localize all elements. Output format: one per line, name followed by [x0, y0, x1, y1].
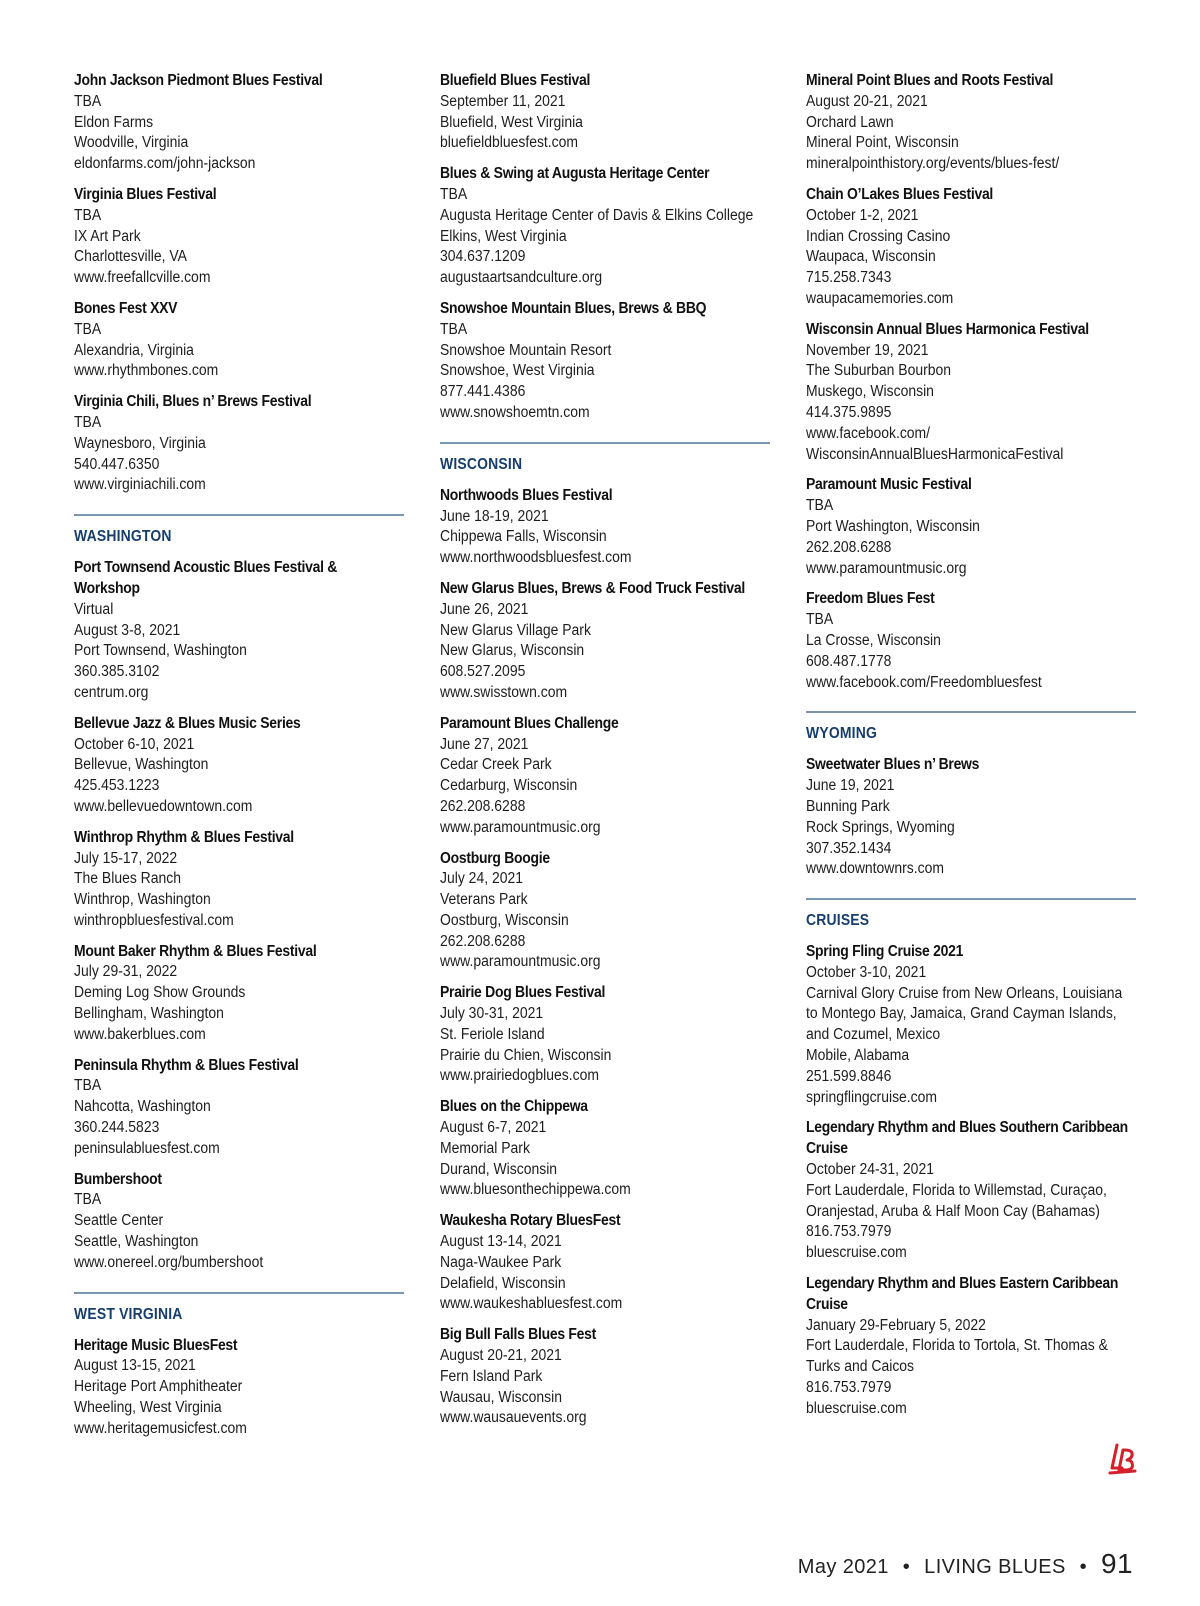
- section-title: WEST VIRGINIA: [74, 1305, 183, 1323]
- festival-listing: [806, 185, 1136, 310]
- festival-detail-line: August 20-21, 2021: [440, 1347, 562, 1365]
- festival-detail-line: to Montego Bay, Jamaica, Grand Cayman Islands,: [806, 1005, 1117, 1023]
- festival-listing: [440, 983, 770, 1087]
- festival-name: Prairie Dog Blues Festival: [440, 984, 606, 1002]
- festival-name: Winthrop Rhythm & Blues Festival: [74, 828, 294, 846]
- festival-listing: [74, 1170, 404, 1274]
- festival-detail-line: www.freefallcville.com: [74, 269, 211, 287]
- festival-detail-line: Elkins, West Virginia: [440, 227, 567, 245]
- festival-detail-line: www.downtownrs.com: [806, 860, 944, 878]
- festival-detail-line: June 18-19, 2021: [440, 507, 549, 525]
- festival-listing: [74, 392, 404, 496]
- festival-detail-line: TBA: [74, 206, 102, 224]
- issue-date: May 2021: [797, 1556, 889, 1578]
- festival-detail-line: WisconsinAnnualBluesHarmonicaFestival: [806, 445, 1064, 463]
- festival-detail-line: Wausau, Wisconsin: [440, 1388, 562, 1406]
- festival-detail-line: Naga-Waukee Park: [440, 1253, 562, 1271]
- festival-detail-line: TBA: [74, 413, 102, 431]
- festival-detail-line: Cedar Creek Park: [440, 756, 552, 774]
- festival-detail-line: 816.753.7979: [806, 1223, 892, 1241]
- festival-detail-line: augustaartsandculture.org: [440, 269, 603, 287]
- festival-detail-line: 715.258.7343: [806, 269, 892, 287]
- festival-detail-line: www.facebook.com/: [806, 424, 931, 442]
- festival-detail-line: Woodville, Virginia: [74, 134, 189, 152]
- festival-detail-line: www.swisstown.com: [440, 683, 568, 701]
- festival-name: Sweetwater Blues n’ Brews: [806, 756, 980, 774]
- festival-detail-line: Veterans Park: [440, 891, 528, 909]
- festival-detail-line: Port Townsend, Washington: [74, 642, 247, 660]
- festival-name: Heritage Music BluesFest: [74, 1336, 238, 1354]
- festival-detail-line: Indian Crossing Casino: [806, 227, 951, 245]
- festival-detail-line: Durand, Wisconsin: [440, 1160, 558, 1178]
- festival-detail-line: 816.753.7979: [806, 1379, 892, 1397]
- festival-listing: [440, 164, 770, 289]
- festival-detail-line: waupacamemories.com: [806, 289, 954, 307]
- festival-listing: [806, 475, 1136, 579]
- festival-detail-line: Seattle Center: [74, 1212, 164, 1230]
- festival-detail-line: Fort Lauderdale, Florida to Willemstad, Curaçao,: [806, 1181, 1107, 1199]
- section-divider: [806, 898, 1136, 900]
- state-section-header: [74, 514, 404, 548]
- festival-detail-line: 425.453.1223: [74, 777, 160, 795]
- festival-name: Bones Fest XXV: [74, 299, 178, 317]
- festival-detail-line: August 13-14, 2021: [440, 1233, 562, 1251]
- festival-detail-line: Oranjestad, Aruba & Half Moon Cay (Bahamas): [806, 1202, 1100, 1220]
- festival-detail-line: Muskego, Wisconsin: [806, 383, 934, 401]
- festival-detail-line: Charlottesville, VA: [74, 248, 187, 266]
- festival-detail-line: 608.527.2095: [440, 663, 526, 681]
- festival-listing: [440, 714, 770, 839]
- festival-detail-line: 304.637.1209: [440, 248, 526, 266]
- festival-listing: [440, 849, 770, 974]
- page-footer: [798, 1548, 1133, 1580]
- footer-separator: •: [902, 1556, 911, 1578]
- festival-listing: [806, 589, 1136, 693]
- festival-detail-line: TBA: [440, 320, 468, 338]
- section-title: CRUISES: [806, 912, 870, 930]
- festival-name: Paramount Blues Challenge: [440, 714, 619, 732]
- festival-detail-line: June 26, 2021: [440, 600, 529, 618]
- festival-detail-line: Memorial Park: [440, 1139, 530, 1157]
- festival-detail-line: St. Feriole Island: [440, 1025, 545, 1043]
- festival-name: Peninsula Rhythm & Blues Festival: [74, 1056, 299, 1074]
- festival-detail-line: August 3-8, 2021: [74, 621, 181, 639]
- festival-detail-line: Prairie du Chien, Wisconsin: [440, 1046, 612, 1064]
- festival-detail-line: eldonfarms.com/john-jackson: [74, 155, 256, 173]
- festival-detail-line: Bellevue, Washington: [74, 756, 209, 774]
- festival-name: John Jackson Piedmont Blues Festival: [74, 72, 323, 89]
- festival-listing: [806, 71, 1136, 175]
- festival-detail-line: October 24-31, 2021: [806, 1161, 934, 1179]
- festival-detail-line: Seattle, Washington: [74, 1233, 199, 1251]
- festival-detail-line: www.waukeshabluesfest.com: [440, 1295, 623, 1313]
- festival-detail-line: www.bakerblues.com: [74, 1025, 206, 1043]
- festival-detail-line: www.virginiachili.com: [74, 476, 206, 494]
- festival-detail-line: Alexandria, Virginia: [74, 341, 194, 359]
- festival-detail-line: www.wausauevents.org: [440, 1409, 587, 1427]
- festival-detail-line: Chippewa Falls, Wisconsin: [440, 528, 607, 546]
- festival-detail-line: October 1-2, 2021: [806, 206, 919, 224]
- festival-detail-line: November 19, 2021: [806, 341, 929, 359]
- festival-detail-line: Bellingham, Washington: [74, 1005, 224, 1023]
- festival-detail-line: www.paramountmusic.org: [806, 559, 967, 577]
- festival-detail-line: peninsulabluesfest.com: [74, 1139, 220, 1157]
- festival-listing: [440, 1325, 770, 1429]
- festival-detail-line: Fort Lauderdale, Florida to Tortola, St. Thomas &: [806, 1337, 1108, 1355]
- festival-name: Northwoods Blues Festival: [440, 486, 613, 504]
- festival-listing: [806, 1274, 1136, 1420]
- festival-detail-line: Port Washington, Wisconsin: [806, 517, 980, 535]
- festival-listing: [74, 558, 404, 704]
- festival-detail-line: bluescruise.com: [806, 1244, 907, 1262]
- festival-detail-line: www.northwoodsbluesfest.com: [440, 549, 632, 567]
- state-section-header: [806, 711, 1136, 745]
- festival-detail-line: springflingcruise.com: [806, 1088, 938, 1106]
- festival-detail-line: June 19, 2021: [806, 777, 895, 795]
- festival-detail-line: October 6-10, 2021: [74, 735, 195, 753]
- festival-detail-line: September 11, 2021: [440, 92, 566, 110]
- festival-listing: [806, 942, 1136, 1108]
- festival-detail-line: Bunning Park: [806, 797, 890, 815]
- festival-name: New Glarus Blues, Brews & Food Truck Festival: [440, 579, 745, 597]
- festival-detail-line: 540.447.6350: [74, 455, 160, 473]
- festival-detail-line: 360.385.3102: [74, 663, 160, 681]
- festival-detail-line: Rock Springs, Wyoming: [806, 818, 955, 836]
- festival-name: Waukesha Rotary BluesFest: [440, 1212, 621, 1230]
- festival-listing: [440, 579, 770, 704]
- festival-name: Virginia Blues Festival: [74, 185, 217, 203]
- festival-name: Bellevue Jazz & Blues Music Series: [74, 714, 301, 732]
- festival-detail-line: 307.352.1434: [806, 839, 892, 857]
- festival-detail-line: TBA: [74, 1077, 102, 1095]
- festival-detail-line: www.heritagemusicfest.com: [74, 1419, 247, 1437]
- festival-detail-line: TBA: [806, 497, 834, 515]
- festival-detail-line: 262.208.6288: [806, 538, 892, 556]
- festival-detail-line: Carnival Glory Cruise from New Orleans, Louisiana: [806, 984, 1123, 1002]
- festival-detail-line: and Cozumel, Mexico: [806, 1026, 941, 1044]
- festival-listing: [806, 1118, 1136, 1264]
- festival-detail-line: Delafield, Wisconsin: [440, 1274, 566, 1292]
- state-section-header: [440, 442, 770, 476]
- festival-detail-line: Orchard Lawn: [806, 113, 894, 131]
- festival-name: Virginia Chili, Blues n’ Brews Festival: [74, 393, 312, 411]
- festival-listing: [74, 71, 404, 175]
- festival-detail-line: Winthrop, Washington: [74, 891, 211, 909]
- festival-detail-line: Snowshoe, West Virginia: [440, 362, 595, 380]
- festival-listing: [74, 1056, 404, 1160]
- festival-name: Oostburg Boogie: [440, 849, 550, 867]
- festival-detail-line: Heritage Port Amphitheater: [74, 1378, 243, 1396]
- magazine-name: LIVING BLUES: [924, 1556, 1066, 1578]
- festival-detail-line: Mobile, Alabama: [806, 1047, 910, 1065]
- festival-detail-line: October 3-10, 2021: [806, 963, 927, 981]
- festival-name: Blues & Swing at Augusta Heritage Center: [440, 165, 710, 183]
- festival-detail-line: www.facebook.com/Freedombluesfest: [806, 673, 1042, 691]
- state-section-header: [806, 898, 1136, 932]
- section-divider: [806, 711, 1136, 713]
- festival-detail-line: TBA: [74, 320, 102, 338]
- festival-name: Chain O’Lakes Blues Festival: [806, 185, 994, 203]
- section-title: WYOMING: [806, 725, 878, 743]
- festival-name: Legendary Rhythm and Blues Southern Caribbean Cruise: [806, 1119, 1128, 1158]
- page-number: 91: [1101, 1548, 1133, 1579]
- state-section-header: [74, 1292, 404, 1326]
- listing-column-3: [806, 71, 1136, 1430]
- festival-detail-line: The Blues Ranch: [74, 870, 182, 888]
- footer-separator: •: [1079, 1556, 1088, 1578]
- festival-detail-line: Snowshoe Mountain Resort: [440, 341, 612, 359]
- festival-detail-line: www.bellevuedowntown.com: [74, 797, 253, 815]
- festival-listing: [440, 71, 770, 154]
- festival-detail-line: 251.599.8846: [806, 1067, 892, 1085]
- festival-detail-line: Augusta Heritage Center of Davis & Elkins College: [440, 206, 754, 224]
- festival-detail-line: August 13-15, 2021: [74, 1357, 196, 1375]
- festival-listing: [74, 185, 404, 289]
- section-title: WASHINGTON: [74, 528, 172, 546]
- festival-detail-line: TBA: [74, 92, 102, 110]
- festival-detail-line: New Glarus Village Park: [440, 621, 591, 639]
- festival-listing: [74, 299, 404, 382]
- festival-detail-line: 262.208.6288: [440, 932, 526, 950]
- festival-name: Paramount Music Festival: [806, 476, 972, 494]
- festival-name: Spring Fling Cruise 2021: [806, 943, 964, 961]
- festival-detail-line: Fern Island Park: [440, 1367, 543, 1385]
- festival-listing: [440, 299, 770, 424]
- festival-listing: [806, 755, 1136, 880]
- festival-detail-line: Mineral Point, Wisconsin: [806, 134, 959, 152]
- festival-detail-line: Virtual: [74, 600, 114, 618]
- festival-detail-line: July 29-31, 2022: [74, 963, 178, 981]
- festival-detail-line: bluescruise.com: [806, 1399, 907, 1417]
- festival-detail-line: La Crosse, Wisconsin: [806, 631, 941, 649]
- festival-name: Legendary Rhythm and Blues Eastern Caribbean Cruise: [806, 1275, 1119, 1313]
- festival-listing: [440, 1211, 770, 1315]
- section-divider: [74, 1292, 404, 1294]
- festival-detail-line: www.bluesonthechippewa.com: [440, 1181, 631, 1199]
- festival-detail-line: Nahcotta, Washington: [74, 1098, 211, 1116]
- section-divider: [74, 514, 404, 516]
- festival-detail-line: winthropbluesfestival.com: [74, 911, 234, 929]
- festival-detail-line: TBA: [440, 185, 468, 203]
- festival-detail-line: 360.244.5823: [74, 1119, 160, 1137]
- festival-detail-line: Waupaca, Wisconsin: [806, 248, 936, 266]
- festival-name: Wisconsin Annual Blues Harmonica Festival: [806, 320, 1089, 338]
- festival-name: Mineral Point Blues and Roots Festival: [806, 72, 1054, 89]
- festival-detail-line: www.paramountmusic.org: [440, 818, 601, 836]
- logo-mark: [1110, 1445, 1135, 1473]
- festival-detail-line: June 27, 2021: [440, 735, 529, 753]
- festival-detail-line: New Glarus, Wisconsin: [440, 642, 585, 660]
- festival-detail-line: TBA: [74, 1191, 102, 1209]
- festival-listing: [806, 320, 1136, 466]
- festival-detail-line: Turks and Caicos: [806, 1358, 915, 1376]
- festival-name: Blues on the Chippewa: [440, 1098, 588, 1116]
- festival-name: Freedom Blues Fest: [806, 590, 935, 608]
- festival-detail-line: www.onereel.org/bumbershoot: [74, 1253, 264, 1271]
- festival-name: Bumbershoot: [74, 1170, 162, 1188]
- festival-detail-line: mineralpointhistory.org/events/blues-fest/: [806, 155, 1060, 173]
- festival-detail-line: www.snowshoemtn.com: [440, 403, 590, 421]
- festival-detail-line: July 24, 2021: [440, 870, 523, 888]
- festival-listing: [74, 714, 404, 818]
- festival-detail-line: August 20-21, 2021: [806, 92, 928, 110]
- festival-name: Port Townsend Acoustic Blues Festival & Workshop: [74, 559, 338, 597]
- festival-detail-line: 877.441.4386: [440, 383, 526, 401]
- festival-detail-line: The Suburban Bourbon: [806, 362, 952, 380]
- festival-listing: [440, 1097, 770, 1201]
- festival-detail-line: Oostburg, Wisconsin: [440, 911, 569, 929]
- festival-detail-line: TBA: [806, 611, 834, 629]
- festival-detail-line: www.prairiedogblues.com: [440, 1067, 599, 1085]
- festival-detail-line: 608.487.1778: [806, 652, 892, 670]
- festival-detail-line: Eldon Farms: [74, 113, 154, 131]
- festival-detail-line: Waynesboro, Virginia: [74, 434, 206, 452]
- festival-name: Mount Baker Rhythm & Blues Festival: [74, 942, 317, 960]
- section-title: WISCONSIN: [440, 455, 523, 473]
- festival-detail-line: bluefieldbluesfest.com: [440, 134, 579, 152]
- living-blues-logo-icon: [1108, 1442, 1138, 1476]
- listing-column-2: [440, 71, 770, 1439]
- festival-detail-line: www.paramountmusic.org: [440, 953, 601, 971]
- festival-detail-line: Deming Log Show Grounds: [74, 984, 246, 1002]
- festival-listing: [74, 828, 404, 932]
- festival-name: Snowshoe Mountain Blues, Brews & BBQ: [440, 299, 707, 317]
- festival-detail-line: July 30-31, 2021: [440, 1005, 544, 1023]
- festival-detail-line: 414.375.9895: [806, 403, 892, 421]
- festival-detail-line: August 6-7, 2021: [440, 1119, 547, 1137]
- festival-detail-line: Cedarburg, Wisconsin: [440, 777, 578, 795]
- festival-listing: [74, 1336, 404, 1440]
- listing-column-1: [74, 71, 404, 1450]
- festival-detail-line: Bluefield, West Virginia: [440, 113, 583, 131]
- festival-detail-line: January 29-February 5, 2022: [806, 1316, 986, 1334]
- festival-detail-line: www.rhythmbones.com: [74, 362, 219, 380]
- festival-listing: [440, 486, 770, 569]
- festival-detail-line: 262.208.6288: [440, 797, 526, 815]
- festival-detail-line: Wheeling, West Virginia: [74, 1399, 222, 1417]
- festival-name: Bluefield Blues Festival: [440, 72, 591, 89]
- festival-listing: [74, 942, 404, 1046]
- festival-detail-line: IX Art Park: [74, 227, 141, 245]
- festival-name: Big Bull Falls Blues Fest: [440, 1326, 597, 1344]
- festival-detail-line: July 15-17, 2022: [74, 849, 178, 867]
- festival-detail-line: centrum.org: [74, 683, 149, 701]
- section-divider: [440, 442, 770, 444]
